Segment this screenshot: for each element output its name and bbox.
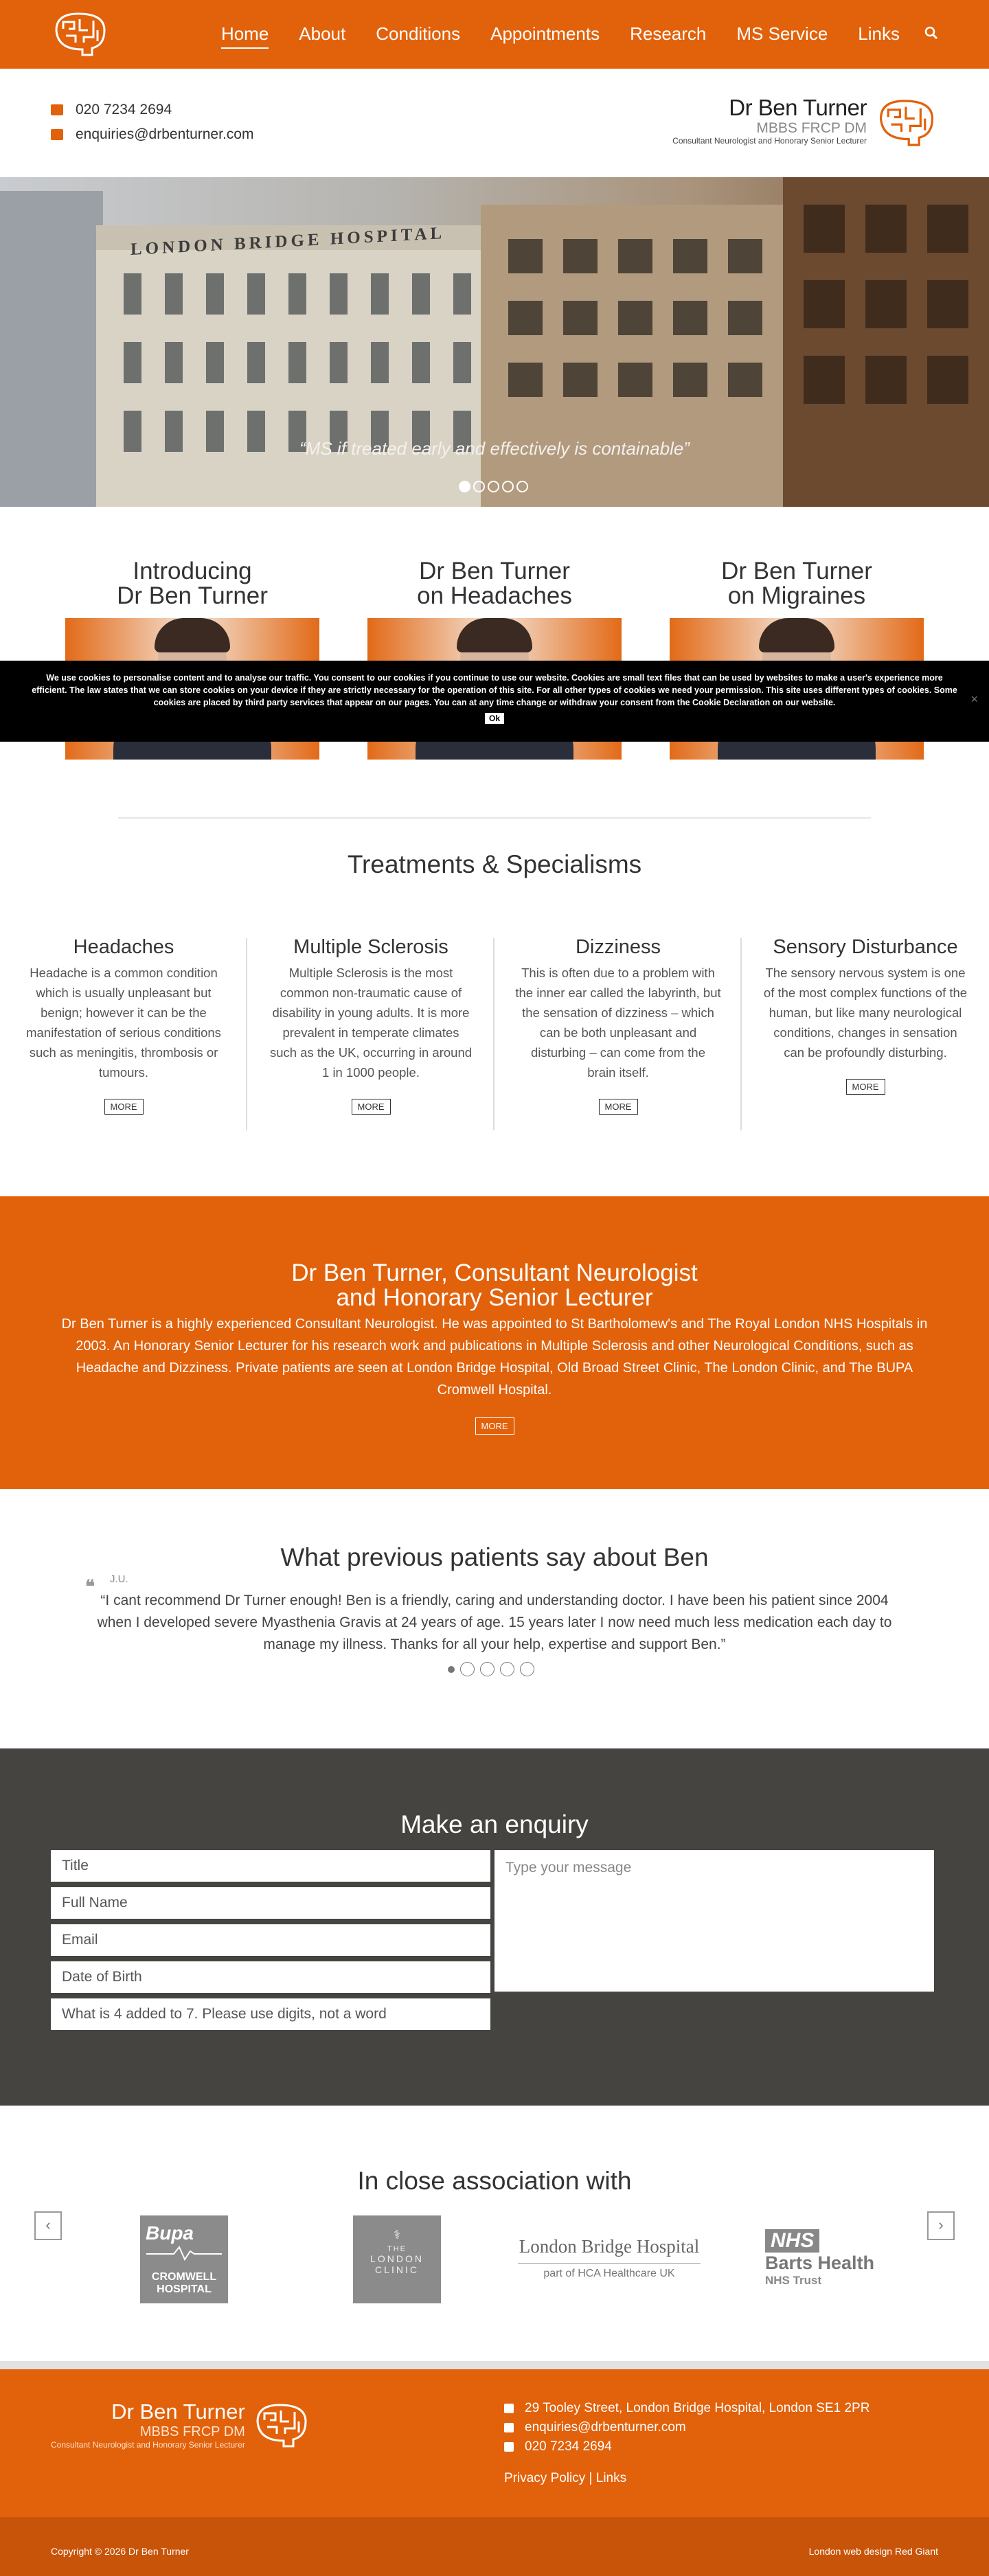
footer-brand-subtitle: Consultant Neurologist and Honorary Senior Lecturer xyxy=(51,2440,245,2450)
column-divider xyxy=(493,938,494,1130)
enquiry-title: Make an enquiry xyxy=(400,1810,589,1838)
top-nav xyxy=(0,0,989,69)
partner-logo-bupa[interactable]: Bupa CROMWELL HOSPITAL xyxy=(140,2215,228,2303)
web-design-credit[interactable]: London web design Red Giant xyxy=(808,2546,938,2557)
associations-title: In close association with xyxy=(357,2167,632,2195)
bottom-bar xyxy=(0,2517,989,2576)
hero-dot[interactable] xyxy=(473,481,485,492)
partner-logo-barts-health[interactable]: NHS Barts Health NHS Trust xyxy=(765,2229,875,2287)
footer-address: 29 Tooley Street, London Bridge Hospital, London SE1 2PR xyxy=(525,2401,870,2415)
treatment-title[interactable]: Sensory Disturbance xyxy=(773,936,958,958)
nav-item-research[interactable]: Research xyxy=(630,23,707,44)
cookie-ok-button[interactable]: Ok xyxy=(485,713,504,724)
brand-quals: MBBS FRCP DM xyxy=(756,120,867,136)
search-icon[interactable] xyxy=(924,26,938,40)
more-button[interactable]: MORE xyxy=(599,1099,638,1115)
treatment-title[interactable]: Headaches xyxy=(73,936,174,958)
brain-maze-logo-icon[interactable] xyxy=(51,10,110,58)
enquiry-section xyxy=(0,1748,989,2106)
testimonial-quote: “I cant recommend Dr Turner enough! Ben is a friendly, caring and understanding doctor. I have been his patient since 2004 when I developed severe Myasthenia Gravis at 24 years of age. 15 years later I now need much less medication each day to manage my illness. Thanks for all your help, expertise and support Ben.” xyxy=(97,1593,892,1652)
main-menu xyxy=(191,23,934,49)
phone-number[interactable]: 020 7234 2694 xyxy=(76,102,172,117)
email-row[interactable] xyxy=(51,126,253,143)
carousel-prev-button[interactable]: ‹ xyxy=(34,2211,62,2240)
message-field[interactable] xyxy=(494,1850,934,1992)
building-sign: LONDON BRIDGE HOSPITAL xyxy=(130,223,446,260)
phone-icon xyxy=(51,104,63,115)
full-name-field[interactable] xyxy=(51,1887,490,1919)
nav-item-appointments[interactable]: Appointments xyxy=(490,23,600,44)
treatment-title[interactable]: Multiple Sclerosis xyxy=(293,936,448,958)
brain-maze-logo-icon xyxy=(252,2400,311,2450)
partner-logo-london-clinic[interactable]: ⚕ THE LONDON CLINIC xyxy=(353,2215,441,2303)
phone-icon xyxy=(504,2442,514,2452)
hero-dot[interactable] xyxy=(488,481,499,492)
testimonial-pagination xyxy=(448,1662,534,1676)
phone-row[interactable] xyxy=(51,102,172,118)
treatments-title: Treatments & Specialisms xyxy=(347,850,642,878)
date-of-birth-field[interactable] xyxy=(51,1961,490,1993)
treatment-item xyxy=(268,936,474,1115)
contact-bar xyxy=(0,69,989,177)
title-field[interactable] xyxy=(51,1850,490,1882)
testimonials-title: What previous patients say about Ben xyxy=(280,1543,709,1571)
more-button[interactable]: MORE xyxy=(352,1099,391,1115)
testimonial-slide xyxy=(82,1569,907,1656)
column-divider xyxy=(740,938,742,1130)
brain-maze-logo-icon xyxy=(875,95,938,150)
card-title: Dr Ben Turner on Headaches xyxy=(417,558,572,609)
about-more-button[interactable]: MORE xyxy=(475,1417,514,1435)
email-field[interactable] xyxy=(51,1924,490,1956)
about-band xyxy=(0,1196,989,1489)
envelope-icon xyxy=(504,2423,514,2432)
nav-item-home[interactable]: Home xyxy=(221,23,269,49)
section-divider xyxy=(118,817,871,819)
hero-dot[interactable] xyxy=(516,481,528,492)
testimonial-dot[interactable] xyxy=(480,1662,494,1676)
treatment-item xyxy=(762,936,968,1095)
footer-phone[interactable]: 020 7234 2694 xyxy=(525,2439,612,2454)
link-separator: | xyxy=(589,2471,593,2485)
column-divider xyxy=(246,938,247,1130)
map-pin-icon xyxy=(504,2404,514,2413)
more-button[interactable]: MORE xyxy=(846,1079,885,1095)
footer-top-border xyxy=(0,2361,989,2369)
footer-links xyxy=(504,2471,626,2486)
nav-item-links[interactable]: Links xyxy=(858,23,900,44)
footer-brand[interactable] xyxy=(51,2400,311,2450)
more-button[interactable]: MORE xyxy=(104,1099,144,1115)
close-icon[interactable]: × xyxy=(970,692,978,706)
footer-brand-name: Dr Ben Turner xyxy=(111,2400,245,2424)
cookie-banner xyxy=(0,661,989,742)
envelope-icon xyxy=(51,129,63,140)
heartbeat-icon xyxy=(146,2244,222,2262)
treatment-item xyxy=(21,936,227,1115)
partner-logo-london-bridge[interactable]: London Bridge Hospital part of HCA Healthcare UK xyxy=(519,2236,700,2279)
treatment-text: Headache is a common condition which is usually unpleasant but benign; however it can be the manifestation of serious conditions such as meningitis, thrombosis or tumours. xyxy=(26,966,221,1080)
testimonial-dot[interactable] xyxy=(500,1662,514,1676)
nav-item-about[interactable]: About xyxy=(299,23,346,44)
about-title: Dr Ben Turner, Consultant Neurologist and Honorary Senior Lecturer xyxy=(291,1259,698,1311)
email-address[interactable]: enquiries@drbenturner.com xyxy=(76,126,254,142)
card-title: Dr Ben Turner on Migraines xyxy=(721,558,872,609)
hero-pagination xyxy=(459,481,528,492)
nav-item-conditions[interactable]: Conditions xyxy=(376,23,461,44)
footer-brand-quals: MBBS FRCP DM xyxy=(139,2424,245,2439)
quote-icon: ❝ xyxy=(85,1576,95,1597)
testimonial-dot[interactable] xyxy=(520,1662,534,1676)
footer-phone-row[interactable] xyxy=(504,2439,612,2454)
footer-email[interactable]: enquiries@drbenturner.com xyxy=(525,2420,686,2435)
brand-block[interactable] xyxy=(672,95,938,150)
testimonial-dot[interactable] xyxy=(460,1662,475,1676)
about-text: Dr Ben Turner is a highly experienced Consultant Neurologist. He was appointed to St Bartholomew's and The Royal London NHS Hospitals in 2003. An Honorary Senior Lecturer for his research work and publications in Multiple Sclerosis and other Neurological Conditions, such as Headache and Dizziness. Private patients are seen at London Bridge Hospital, Old Broad Street Clinic, The London Clinic, and The BUPA Cromwell Hospital. xyxy=(61,1317,928,1398)
testimonial-author: J.U. xyxy=(110,1573,128,1585)
footer-address-row xyxy=(504,2401,869,2416)
card-title: Introducing Dr Ben Turner xyxy=(117,558,268,609)
brand-name: Dr Ben Turner xyxy=(729,95,867,120)
testimonial-dot[interactable] xyxy=(448,1666,455,1673)
copyright: Copyright © 2026 Dr Ben Turner xyxy=(51,2546,189,2557)
treatment-text: Multiple Sclerosis is the most common non-traumatic cause of disability in young adults. It is more prevalent in temperate climates such as the UK, occurring in around 1 in 1000 people. xyxy=(269,966,473,1080)
captcha-field[interactable] xyxy=(51,1998,490,2030)
brand-subtitle: Consultant Neurologist and Honorary Senior Lecturer xyxy=(672,136,867,146)
nav-item-ms-service[interactable]: MS Service xyxy=(736,23,828,44)
caduceus-icon: ⚕ xyxy=(394,2228,400,2242)
footer-email-row[interactable] xyxy=(504,2420,686,2435)
treatment-text: This is often due to a problem with the inner ear called the labyrinth, but the sensation of dizziness – which can be both unpleasant and disturbing – can come from the brain itself. xyxy=(515,966,721,1080)
hero-dot[interactable] xyxy=(502,481,514,492)
treatment-title[interactable]: Dizziness xyxy=(575,936,661,958)
hero-slider[interactable] xyxy=(0,177,989,507)
privacy-policy-link[interactable]: Privacy Policy xyxy=(504,2471,586,2485)
treatment-text: The sensory nervous system is one of the most complex functions of the human, but like many neurological conditions, changes in sensation can be profoundly disturbing. xyxy=(763,966,968,1060)
carousel-next-button[interactable]: › xyxy=(927,2211,955,2240)
treatment-item xyxy=(515,936,721,1115)
footer xyxy=(0,2369,989,2517)
cookie-text: We use cookies to personalise content and to analyse our traffic. You consent to our cookies if you continue to use our website. Cookies are small text files that can be used by websites to make a user's experience more efficient. The law states that we can store cookies on your device if they are strictly necessary for the operation of this site. For all other types of cookies we need your permission. This site uses different types of cookies. Some cookies are placed by third party services that appear on our pages. You can at any time change or withdraw your consent from the Cookie Declaration on our website. xyxy=(32,673,957,707)
hero-dot[interactable] xyxy=(459,481,470,492)
hero-caption: “MS if treated early and effectively is containable” xyxy=(299,438,690,459)
links-link[interactable]: Links xyxy=(595,2471,627,2485)
